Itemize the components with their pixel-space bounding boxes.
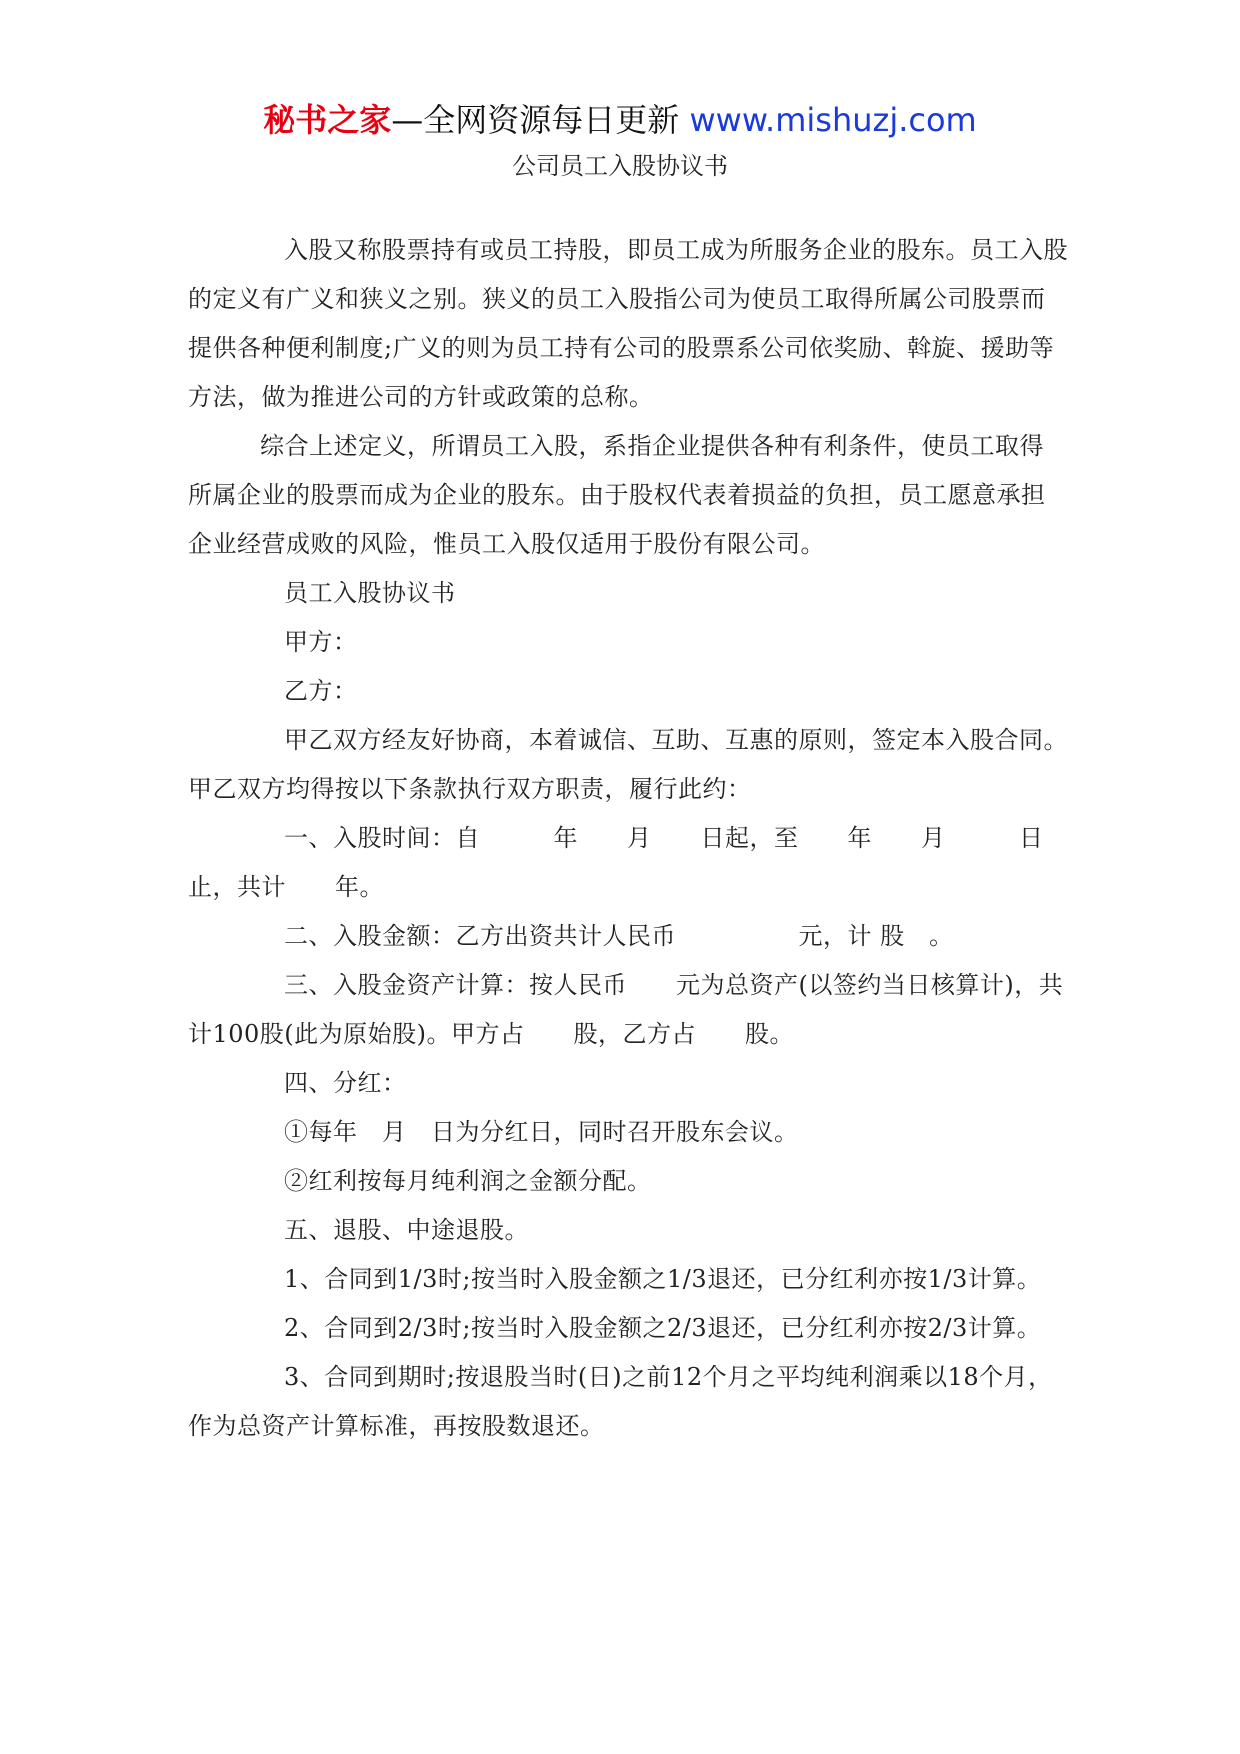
site-url-link[interactable]: www.mishuzj.com	[689, 101, 977, 139]
clause-4-item-1: ①每年 月 日为分红日，同时召开股东会议。	[284, 1118, 799, 1146]
clause-5: 五、退股、中途退股。	[284, 1216, 529, 1244]
clause-5-item-1: 1、合同到1/3时;按当时入股金额之1/3退还，已分红利亦按1/3计算。	[284, 1265, 1042, 1293]
document-body	[188, 226, 1068, 1451]
clause-3: 三、入股金资产计算：按人民币 元为总资产(以签约当日核算计)，共计100股(此为原始股)。甲方占 股，乙方占 股。	[188, 971, 1064, 1048]
clause-5-item-2: 2、合同到2/3时;按当时入股金额之2/3退还，已分红利亦按2/3计算。	[284, 1314, 1042, 1342]
document-title: 公司员工入股协议书	[512, 152, 728, 180]
brand-name: 秘书之家	[263, 101, 392, 139]
clause-2: 二、入股金额：乙方出资共计人民币 元，计 股 。	[284, 922, 954, 950]
party-a-label: 甲方：	[284, 628, 358, 656]
clause-1: 一、入股时间：自 年 月 日起，至 年 月 日止，共计 年。	[188, 824, 1044, 901]
site-banner	[0, 98, 1240, 142]
intro-paragraph-2: 综合上述定义，所谓员工入股，系指企业提供各种有利条件，使员工取得所属企业的股票而成为企业的股东。由于股权代表着损益的负担，员工愿意承担企业经营成败的风险，惟员工入股仅适用于股份有限公司。	[188, 432, 1046, 558]
party-b-label: 乙方：	[284, 677, 358, 705]
agreement-title: 员工入股协议书	[284, 579, 456, 607]
clause-4: 四、分红：	[284, 1069, 407, 1097]
preamble-paragraph: 甲乙双方经友好协商，本着诚信、互助、互惠的原则，签定本入股合同。甲乙双方均得按以下条款执行双方职责，履行此约：	[188, 726, 1068, 803]
clause-5-item-3: 3、合同到期时;按退股当时(日)之前12个月之平均纯利润乘以18个月，作为总资产计算标准，再按股数退还。	[188, 1363, 1053, 1440]
clause-4-item-2: ②红利按每月纯利润之金额分配。	[284, 1167, 652, 1195]
brand-slogan: —全网资源每日更新	[391, 101, 690, 139]
intro-paragraph-1: 入股又称股票持有或员工持股，即员工成为所服务企业的股东。员工入股的定义有广义和狭义之别。狭义的员工入股指公司为使员工取得所属公司股票而提供各种便利制度;广义的则为员工持有公司的股票系公司依奖励、斡旋、援助等方法，做为推进公司的方针或政策的总称。	[188, 236, 1068, 411]
